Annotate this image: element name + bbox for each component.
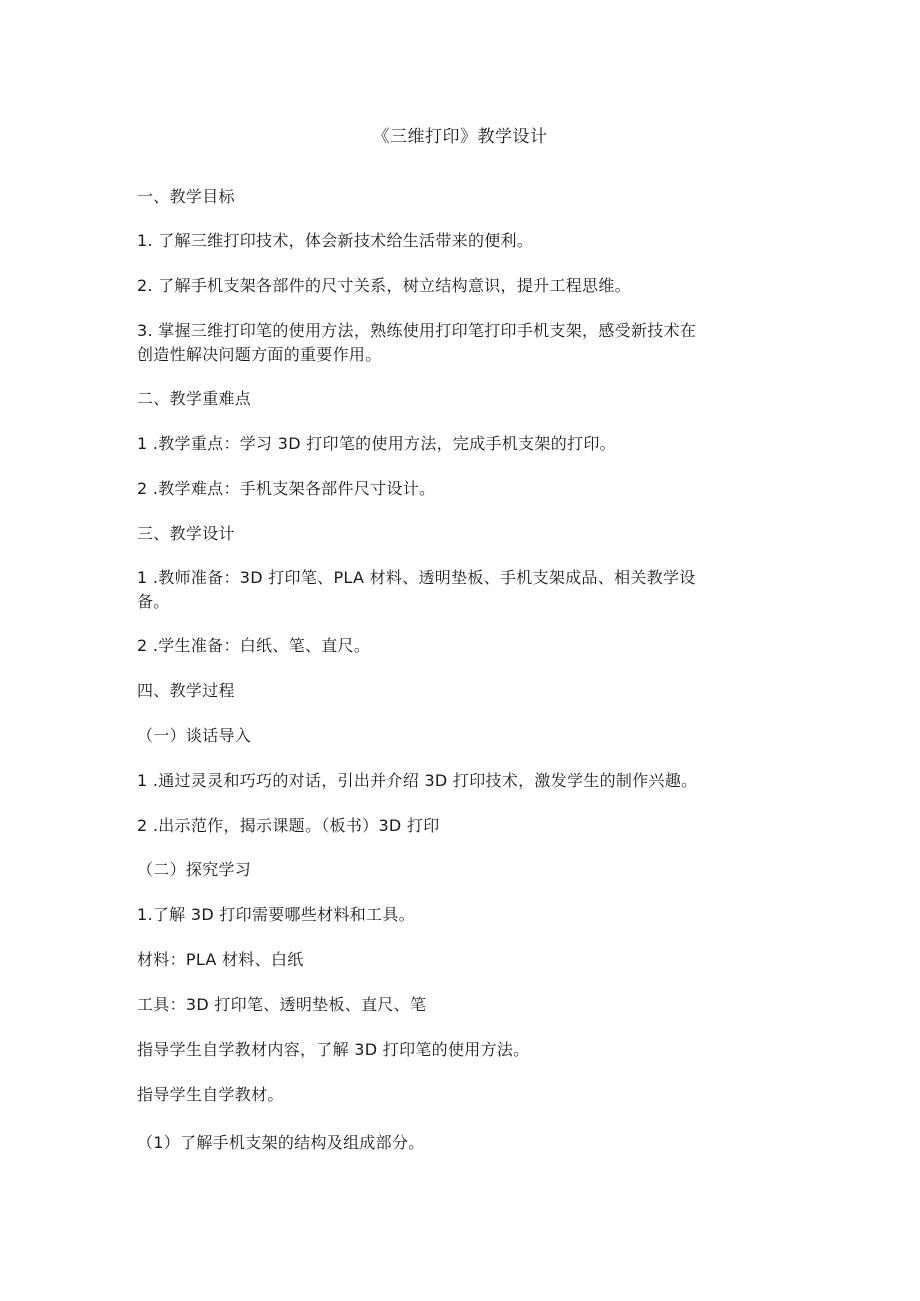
- introduction-item-2: 2 .出示范作，揭示课题。（板书）3D 打印: [137, 816, 440, 835]
- materials-line: 材料：PLA 材料、白纸: [137, 950, 304, 969]
- objective-item-3: 3. 掌握三维打印笔的使用方法，熟练使用打印笔打印手机支架，感受新技术在: [137, 321, 697, 340]
- subsection-heading-inquiry: （二）探究学习: [137, 860, 252, 879]
- guidance-line-2: 指导学生自学教材。: [137, 1085, 284, 1104]
- inquiry-item-1: 1.了解 3D 打印需要哪些材料和工具。: [137, 905, 415, 924]
- tools-line: 工具：3D 打印笔、透明垫板、直尺、笔: [137, 995, 427, 1014]
- design-item-2: 2 .学生准备：白纸、笔、直尺。: [137, 636, 371, 655]
- subsection-heading-introduction: （一）谈话导入: [137, 726, 252, 745]
- key-point-item-1: 1 .教学重点：学习 3D 打印笔的使用方法，完成手机支架的打印。: [137, 434, 616, 453]
- section-heading-process: 四、教学过程: [137, 681, 235, 700]
- section-heading-design: 三、教学设计: [137, 524, 235, 543]
- section-heading-key-points: 二、教学重难点: [137, 389, 252, 408]
- objective-item-2: 2. 了解手机支架各部件的尺寸关系，树立结构意识，提升工程思维。: [137, 276, 631, 295]
- design-item-1-continued: 备。: [137, 592, 170, 611]
- document-title: 《三维打印》教学设计: [372, 127, 548, 147]
- objective-item-1: 1. 了解三维打印技术，体会新技术给生活带来的便利。: [137, 231, 534, 250]
- key-point-item-2: 2 .教学难点：手机支架各部件尺寸设计。: [137, 479, 436, 498]
- design-item-1: 1 .教师准备：3D 打印笔、PLA 材料、透明垫板、手机支架成品、相关教学设: [137, 568, 696, 587]
- guidance-line-1: 指导学生自学教材内容，了解 3D 打印笔的使用方法。: [137, 1040, 530, 1059]
- introduction-item-1: 1 .通过灵灵和巧巧的对话，引出并介绍 3D 打印技术，激发学生的制作兴趣。: [137, 771, 698, 790]
- structure-item-1: （1）了解手机支架的结构及组成部分。: [137, 1133, 425, 1152]
- objective-item-3-continued: 创造性解决问题方面的重要作用。: [137, 345, 382, 364]
- section-heading-objectives: 一、教学目标: [137, 187, 235, 206]
